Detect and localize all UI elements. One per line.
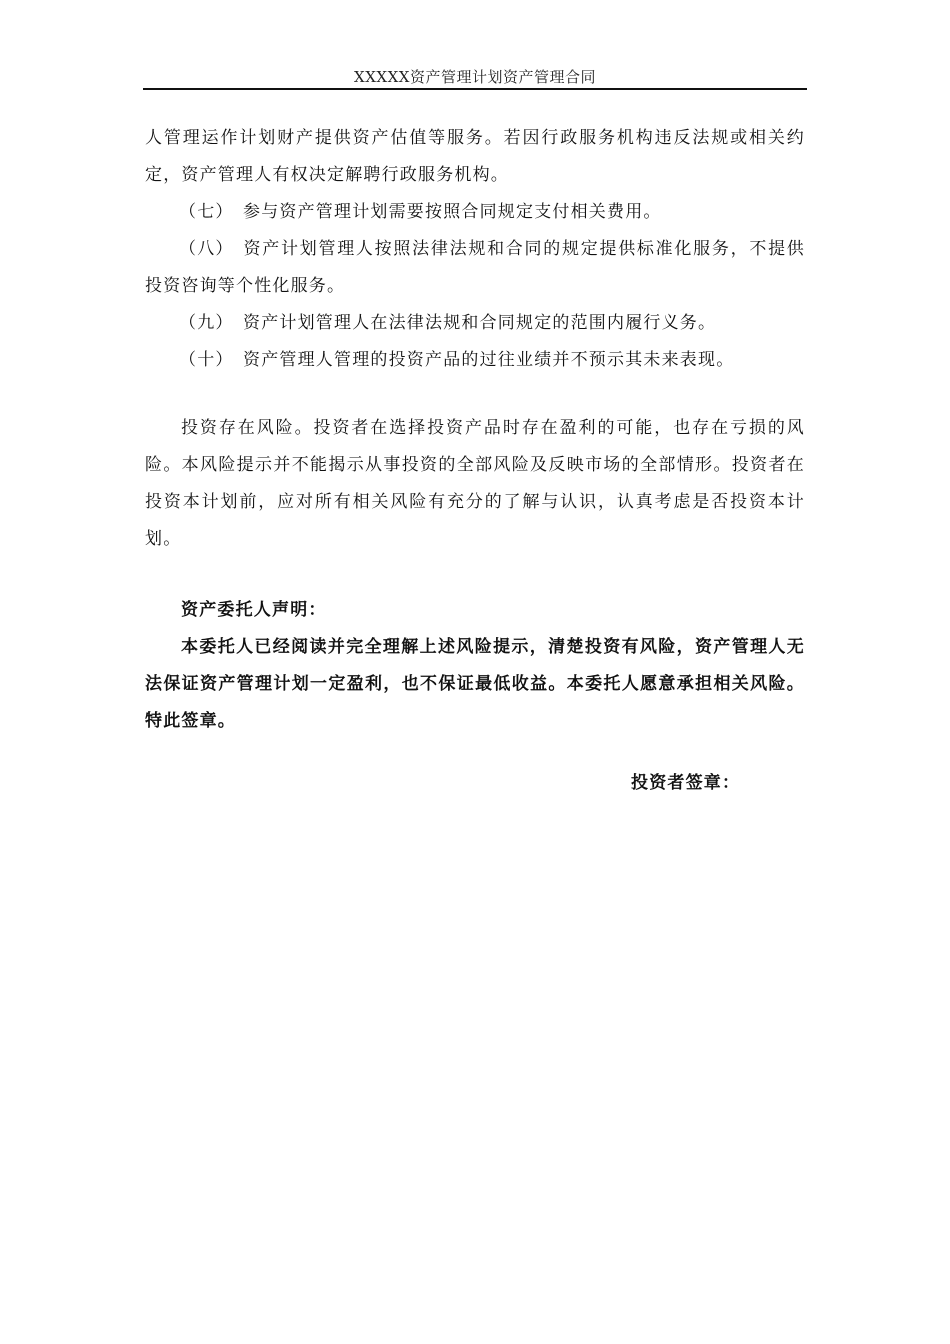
clause-item-9 — [145, 305, 805, 342]
clause-item-8 — [145, 231, 805, 305]
clauses-section — [145, 120, 805, 379]
clause-text: 资产计划管理人按照法律法规和合同的规定提供标准化服务，不提供投资咨询等个性化服务。 — [145, 239, 805, 296]
risk-section — [145, 410, 805, 558]
header-divider — [143, 88, 807, 90]
clause-number: （七） — [179, 202, 234, 222]
clause-item-10 — [145, 342, 805, 379]
risk-paragraph: 投资存在风险。投资者在选择投资产品时存在盈利的可能，也存在亏损的风险。本风险提示并不能揭示从事投资的全部风险及反映市场的全部情形。投资者在投资本计划前，应对所有相关风险有充分的了解与认识，认真考虑是否投资本计划。 — [145, 418, 805, 549]
clause-number: （九） — [179, 313, 234, 333]
declaration-body: 本委托人已经阅读并完全理解上述风险提示，清楚投资有风险，资产管理人无法保证资产管理计划一定盈利，也不保证最低收益。本委托人愿意承担相关风险。特此签章。 — [145, 637, 805, 731]
page-header-title: XXXXX资产管理计划资产管理合同 — [354, 68, 596, 86]
continuation-paragraph: 人管理运作计划财产提供资产估值等服务。若因行政服务机构违反法规或相关约定，资产管理人有权决定解聘行政服务机构。 — [145, 128, 805, 185]
clause-text: 资产管理人管理的投资产品的过往业绩并不预示其未来表现。 — [243, 350, 735, 370]
clause-text: 参与资产管理计划需要按照合同规定支付相关费用。 — [243, 202, 662, 222]
declaration-heading: 资产委托人声明： — [181, 600, 327, 620]
clause-number: （十） — [179, 350, 234, 370]
declaration-section — [145, 592, 805, 740]
clause-item-7 — [145, 194, 805, 231]
clause-number: （八） — [179, 239, 234, 259]
clause-text: 资产计划管理人在法律法规和合同规定的范围内履行义务。 — [243, 313, 717, 333]
investor-signature-label: 投资者签章： — [631, 773, 741, 793]
